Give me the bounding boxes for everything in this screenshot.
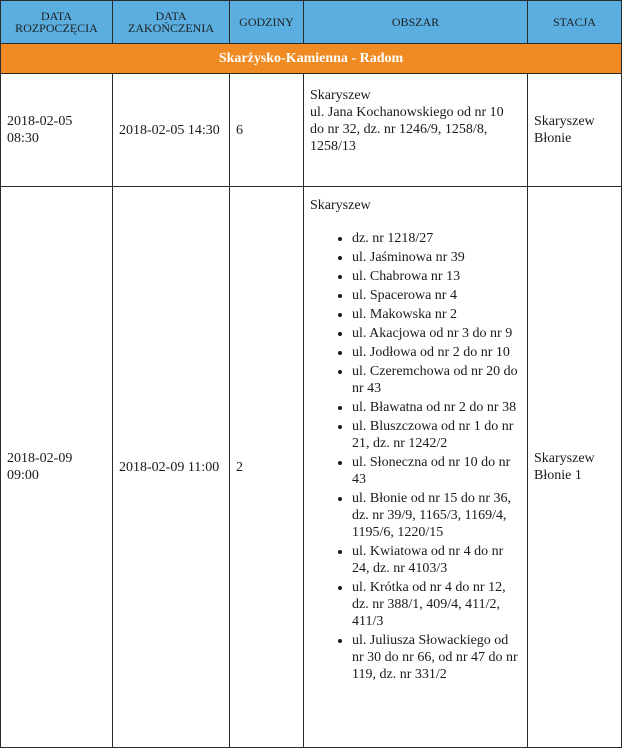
area-text: ul. Jana Kochanowskiego od nr 10 do nr 32, dz. nr 1246/9, 1258/8, 1258/13: [310, 105, 504, 154]
station-cell: Skaryszew Błonie: [528, 74, 622, 187]
end-date-cell: 2018-02-09 11:00: [113, 187, 230, 748]
list-item: • ul. Jaśminowa nr 39: [352, 249, 521, 266]
area-cell: [304, 187, 528, 748]
header-end-date: DATA ZAKOŃCZENIA: [113, 1, 230, 44]
hours-cell: 2: [230, 187, 304, 748]
group-title: Skarżysko-Kamienna - Radom: [1, 44, 622, 74]
header-row: [1, 1, 622, 44]
list-item: • ul. Bluszczowa od nr 1 do nr 21, dz. nr 1242/2: [352, 418, 521, 452]
list-item: • ul. Błonie od nr 15 do nr 36, dz. nr 39/9, 1165/3, 1169/4, 1195/6, 1220/15: [352, 490, 521, 541]
list-item: • ul. Akacjowa od nr 3 do nr 9: [352, 325, 521, 342]
group-row: [1, 44, 622, 74]
list-item: • ul. Makowska nr 2: [352, 306, 521, 323]
list-item: • ul. Jodłowa od nr 2 do nr 10: [352, 344, 521, 361]
start-date-cell: 2018-02-09 09:00: [1, 187, 113, 748]
list-item: • ul. Słoneczna od nr 10 do nr 43: [352, 454, 521, 488]
table-row: [1, 74, 622, 187]
area-title: Skaryszew: [310, 88, 371, 103]
header-station: STACJA: [528, 1, 622, 44]
list-item: • ul. Krótka od nr 4 do nr 12, dz. nr 388/1, 409/4, 411/2, 411/3: [352, 579, 521, 630]
list-item: • ul. Chabrowa nr 13: [352, 268, 521, 285]
station-cell: Skaryszew Błonie 1: [528, 187, 622, 748]
start-date-cell: 2018-02-05 08:30: [1, 74, 113, 187]
list-item: • ul. Juliusza Słowackiego od nr 30 do nr 66, od nr 47 do nr 119, dz. nr 331/2: [352, 632, 521, 683]
header-area: OBSZAR: [304, 1, 528, 44]
header-hours: GODZINY: [230, 1, 304, 44]
hours-cell: 6: [230, 74, 304, 187]
area-cell: [304, 74, 528, 187]
list-item: • ul. Czeremchowa od nr 20 do nr 43: [352, 363, 521, 397]
header-start-date: DATA ROZPOCZĘCIA: [1, 1, 113, 44]
list-item: • ul. Bławatna od nr 2 do nr 38: [352, 399, 521, 416]
table-row: [1, 187, 622, 748]
list-item: • ul. Kwiatowa od nr 4 do nr 24, dz. nr 4103/3: [352, 543, 521, 577]
end-date-cell: 2018-02-05 14:30: [113, 74, 230, 187]
area-list: [310, 230, 521, 683]
list-item: • ul. Spacerowa nr 4: [352, 287, 521, 304]
list-item: • dz. nr 1218/27: [352, 230, 521, 247]
area-title: Skaryszew: [310, 198, 371, 213]
